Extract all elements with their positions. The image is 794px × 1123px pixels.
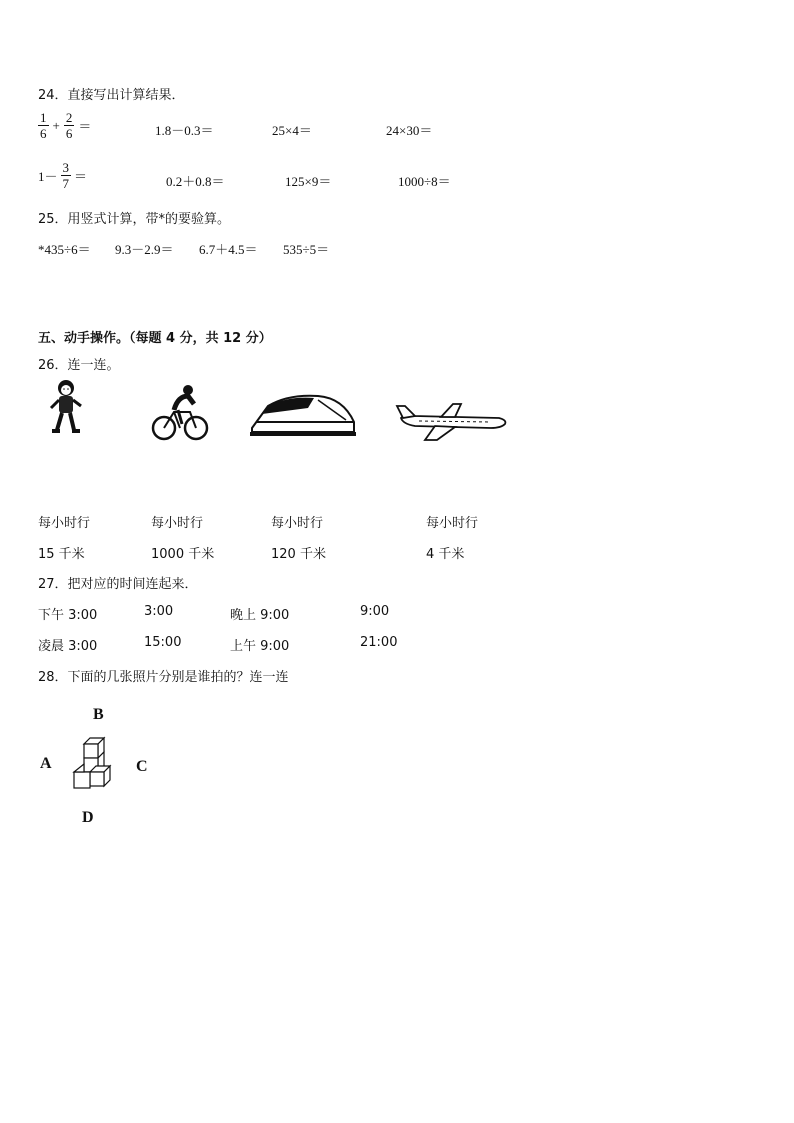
- q26-speed-4: 4 千米: [426, 547, 465, 562]
- q26-speed-label-2: 每小时行: [151, 516, 204, 531]
- q26-title: 26．连一连。: [38, 358, 120, 373]
- q24-row1-expr1: [38, 110, 91, 141]
- q24-row1-expr3: 25×4＝: [272, 123, 312, 138]
- view-label-b: B: [93, 706, 104, 723]
- q24-row2-expr4: 1000÷8＝: [398, 174, 451, 189]
- fraction-denominator: 6: [65, 126, 73, 141]
- cyclist-icon: [150, 382, 210, 442]
- fraction: [61, 160, 72, 191]
- q25-title: 25．用竖式计算，带*的要验算。: [38, 212, 231, 227]
- high-speed-train-icon: [248, 392, 358, 440]
- q27-row1-item-2: 3:00: [144, 604, 174, 619]
- section5-title: 五、动手操作。（每题 4 分，共 12 分）: [38, 331, 272, 346]
- cube-stack-icon: [70, 738, 122, 794]
- q24-row2-expr3: 125×9＝: [285, 174, 332, 189]
- view-label-c: C: [136, 758, 148, 775]
- person-walking-icon: [46, 378, 86, 438]
- q27-title: 27．把对应的时间连起来．: [38, 577, 198, 592]
- equals-sign: ＝: [78, 119, 92, 134]
- airplane-icon: [395, 402, 509, 442]
- fraction-numerator: 3: [62, 160, 70, 175]
- q26-speed-label-3: 每小时行: [271, 516, 324, 531]
- q26-speed-3: 120 千米: [271, 547, 326, 562]
- q25-item-1: *435÷6＝: [38, 242, 91, 257]
- q24-row2-expr1: [38, 160, 87, 191]
- q28-title: 28．下面的几张照片分别是谁拍的？连一连: [38, 670, 289, 685]
- q27-row1-item-4: 9:00: [360, 604, 390, 619]
- q27-row1-item-1: 下午 3:00: [38, 608, 98, 623]
- q24-row1-expr4: 24×30＝: [386, 123, 433, 138]
- q24-row1-expr2: 1.8－0.3＝: [155, 123, 214, 138]
- q26-speed-1: 15 千米: [38, 547, 85, 562]
- fraction: [38, 110, 49, 141]
- q25-item-4: 535÷5＝: [283, 242, 330, 257]
- q25-item-2: 9.3－2.9＝: [115, 242, 174, 257]
- fraction-numerator: 2: [65, 110, 73, 125]
- fraction-denominator: 6: [40, 126, 47, 141]
- q27-row2-item-1: 凌晨 3:00: [38, 639, 98, 654]
- fraction-denominator: 7: [62, 176, 70, 191]
- minuend: 1－: [38, 169, 58, 184]
- view-label-a: A: [40, 755, 52, 772]
- q25-item-3: 6.7＋4.5＝: [199, 242, 258, 257]
- fraction: [64, 110, 75, 141]
- q27-row2-item-4: 21:00: [360, 635, 398, 650]
- view-label-d: D: [82, 809, 94, 826]
- q26-speed-label-1: 每小时行: [38, 516, 91, 531]
- q24-row2-expr2: 0.2＋0.8＝: [166, 174, 225, 189]
- q27-row1-item-3: 晚上 9:00: [230, 608, 290, 623]
- fraction-numerator: 1: [40, 110, 47, 125]
- plus-sign: +: [52, 117, 60, 133]
- q27-row2-item-3: 上午 9:00: [230, 639, 290, 654]
- equals-sign: ＝: [74, 169, 88, 184]
- q27-row2-item-2: 15:00: [144, 635, 182, 650]
- q24-title: 24．直接写出计算结果．: [38, 88, 185, 103]
- q26-speed-label-4: 每小时行: [426, 516, 479, 531]
- q26-speed-2: 1000 千米: [151, 547, 215, 562]
